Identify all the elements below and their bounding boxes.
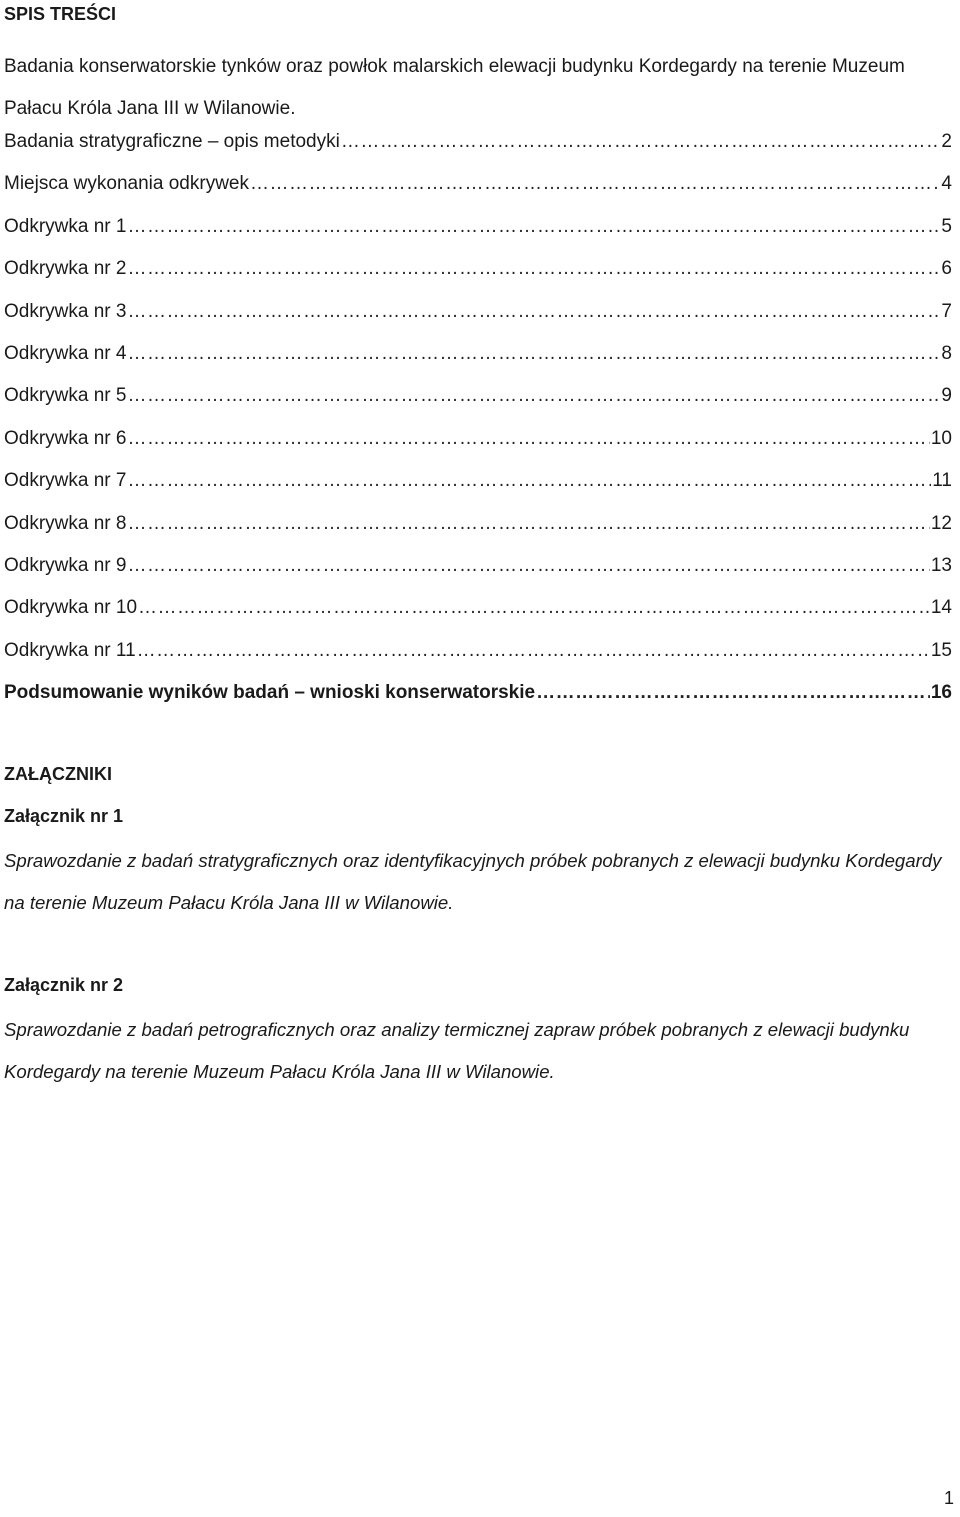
toc-entry-page: 7 [941, 300, 952, 322]
toc-entry-summary[interactable] [4, 679, 952, 721]
toc-entry-page: 9 [941, 385, 952, 407]
toc-leader-dots [127, 512, 929, 536]
toc-entry-label: Odkrywka nr 6 [4, 427, 127, 449]
toc-entry-page: 5 [941, 215, 952, 237]
annex-2-description: Sprawozdanie z badań petrograficznych oraz analizy termicznej zapraw próbek pobranych z elewacji budynku Kordegardy na terenie Muzeum Pałacu Króla Jana III w Wilanowie. [4, 1019, 910, 1082]
toc-entry-label: Podsumowanie wyników badań – wnioski konserwatorskie [4, 682, 536, 704]
toc-entry-page: 8 [941, 342, 952, 364]
toc-leader-dots [536, 681, 930, 705]
toc-entry-page: 4 [941, 173, 952, 195]
toc-entry-page: 13 [930, 554, 952, 576]
toc-leader-dots [127, 257, 940, 281]
toc-entry-page: 11 [932, 470, 952, 492]
toc-leader-dots [341, 130, 941, 154]
toc-entry[interactable] [4, 128, 952, 170]
toc-entry-page: 10 [930, 427, 952, 449]
toc-entry-label: Odkrywka nr 3 [4, 300, 127, 322]
toc-entry-page: 2 [941, 131, 952, 152]
page-number: 1 [943, 1488, 954, 1508]
toc-leader-dots [137, 639, 930, 663]
toc-list [4, 128, 952, 721]
annex-1-description: Sprawozdanie z badań stratygraficznych oraz identyfikacyjnych próbek pobranych z elewacji budynku Kordegardy na terenie Muzeum Pałacu Króla Jana III w Wilanowie. [4, 850, 942, 913]
toc-leader-dots [250, 172, 940, 196]
toc-leader-dots [127, 215, 940, 239]
toc-entry-label: Odkrywka nr 8 [4, 512, 127, 534]
toc-entry[interactable] [4, 213, 952, 255]
toc-entry-page: 12 [930, 512, 952, 534]
toc-leader-dots [127, 427, 929, 451]
toc-entry-label: Odkrywka nr 11 [4, 639, 136, 661]
toc-leader-dots [127, 469, 931, 493]
toc-entry[interactable] [4, 510, 952, 552]
toc-entry-label: Odkrywka nr 4 [4, 342, 127, 364]
toc-intro: Badania konserwatorskie tynków oraz powłok malarskich elewacji budynku Kordegardy na terenie Muzeum Pałacu Króla Jana III w Wilanowie. [4, 56, 905, 119]
annex-2-title: Załącznik nr 2 [4, 975, 124, 995]
annexes-heading: ZAŁĄCZNIKI [4, 764, 112, 784]
toc-entry[interactable] [4, 467, 952, 509]
toc-entry-label: Odkrywka nr 7 [4, 470, 127, 492]
annex-1-title: Załącznik nr 1 [4, 806, 124, 826]
toc-entry-page: 14 [930, 597, 952, 619]
toc-entry-label: Odkrywka nr 1 [4, 215, 127, 237]
toc-entry[interactable] [4, 255, 952, 297]
toc-entry[interactable] [4, 552, 952, 594]
toc-leader-dots [127, 342, 940, 366]
toc-entry[interactable] [4, 425, 952, 467]
toc-entry-label: Odkrywka nr 10 [4, 597, 138, 619]
toc-entry[interactable] [4, 170, 952, 212]
toc-entry[interactable] [4, 637, 952, 679]
toc-entry-label: Odkrywka nr 9 [4, 554, 127, 576]
toc-leader-dots [127, 554, 929, 578]
toc-entry-label: Odkrywka nr 5 [4, 385, 127, 407]
toc-heading: SPIS TREŚCI [4, 4, 117, 24]
toc-entry[interactable] [4, 340, 952, 382]
toc-entry-label: Miejsca wykonania odkrywek [4, 173, 249, 195]
toc-entry-page: 6 [941, 258, 952, 280]
toc-entry[interactable] [4, 594, 952, 636]
toc-entry[interactable] [4, 382, 952, 424]
toc-entry[interactable] [4, 298, 952, 340]
toc-entry-page: 16 [930, 682, 952, 704]
toc-entry-label: Badania stratygraficzne – opis metodyki [4, 131, 340, 152]
toc-leader-dots [138, 596, 930, 620]
toc-entry-label: Odkrywka nr 2 [4, 258, 127, 280]
toc-leader-dots [127, 384, 940, 408]
toc-entry-page: 15 [930, 639, 952, 661]
toc-leader-dots [127, 300, 940, 324]
